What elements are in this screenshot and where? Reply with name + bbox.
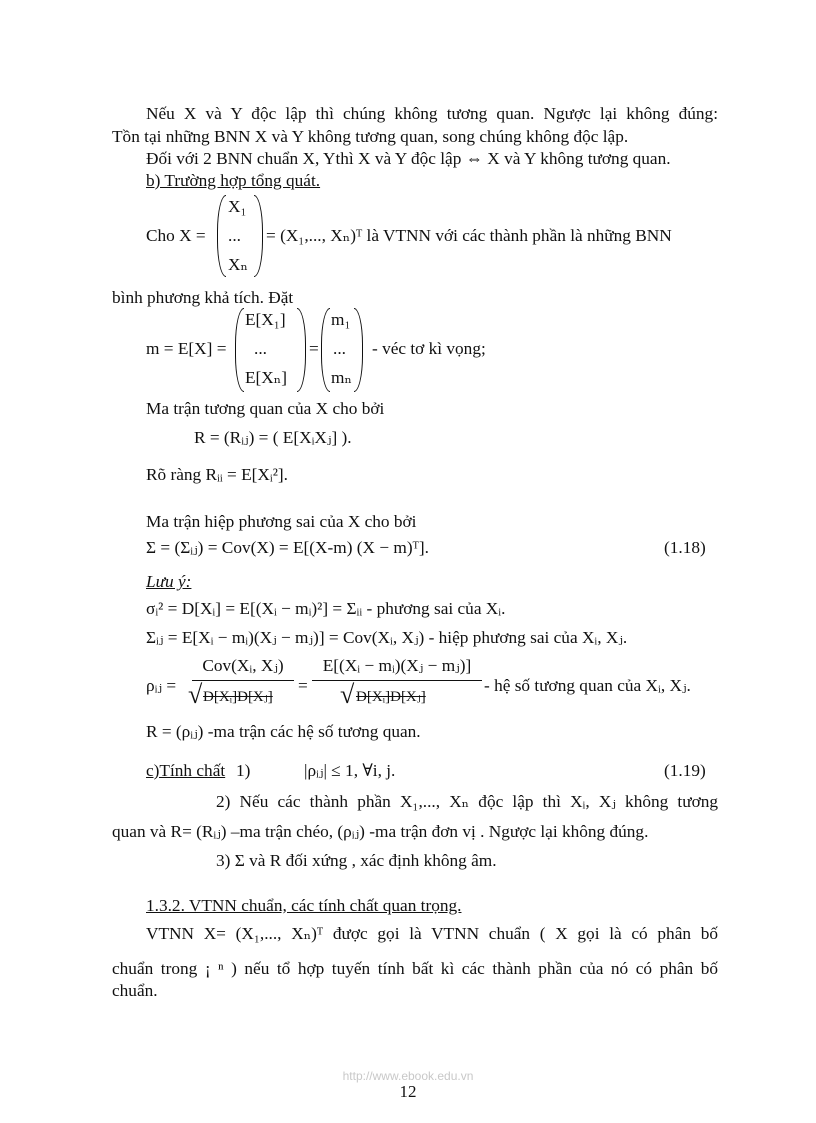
normal-vector-line-2: chuẩn trong ¡ ⁿ ) nếu tổ hợp tuyến tính bất kì các thành phần của nó có phân bố: [112, 959, 718, 978]
covariance-element-line: Σᵢⱼ = E[Xᵢ − mᵢ)(Xⱼ − mⱼ)] = Cov(Xᵢ, Xⱼ) - hiệp phương sai của Xᵢ, Xⱼ.: [146, 628, 628, 647]
rho-equals: =: [298, 676, 308, 695]
vec-ex-3: E[Xₙ]: [245, 368, 288, 387]
note-label: Lưu ý:: [146, 572, 192, 591]
sqrt-sign: √: [340, 680, 355, 709]
right-paren: [297, 308, 306, 392]
property-2-line-2: quan và R= (Rᵢⱼ) –ma trận chéo, (ρᵢⱼ) -ma trận đơn vị . Ngược lại không đúng.: [112, 822, 649, 841]
correlation-title: Ma trận tương quan của X cho bởi: [146, 399, 385, 418]
left-paren: [321, 308, 330, 392]
fraction-bar: [312, 680, 482, 681]
vec-x-2: ...: [228, 226, 241, 245]
property-1-formula: |ρᵢⱼ| ≤ 1, ∀i, j.: [304, 761, 396, 780]
correlation-matrix-line: R = (ρᵢⱼ) -ma trận các hệ số tương quan.: [146, 722, 421, 741]
covariance-formula: Σ = (Σᵢⱼ) = Cov(X) = E[(X-m) (X − m)ᵀ].: [146, 538, 429, 557]
covariance-title: Ma trận hiệp phương sai của X cho bởi: [146, 512, 417, 531]
cho-x-equation: = (X₁,..., Xₙ)ᵀ là VTNN với các thành phần là những BNN: [266, 226, 672, 245]
rho-numerator-1: Cov(Xᵢ, Xⱼ): [202, 656, 284, 675]
variance-line: σᵢ² = D[Xᵢ] = E[(Xᵢ − mᵢ)²] = Σᵢᵢ - phương sai của Xᵢ.: [146, 599, 506, 618]
rho-lhs: ρᵢⱼ =: [146, 676, 177, 695]
footer-watermark-url: http://www.ebook.edu.vn: [342, 1069, 474, 1083]
cho-continuation: bình phương khả tích. Đặt: [112, 288, 294, 307]
right-paren: [354, 308, 363, 392]
normal-vector-line-1: VTNN X= (X₁,..., Xₙ)ᵀ được gọi là VTNN chuẩn ( X gọi là có phân bố: [146, 924, 718, 943]
vec-ex-2: ...: [254, 339, 267, 358]
paragraph-1-line-1: Nếu X và Y độc lập thì chúng không tương quan. Ngược lại không đúng:: [146, 104, 718, 123]
rho-numerator-2: E[(Xᵢ − mᵢ)(Xⱼ − mⱼ)]: [322, 656, 472, 675]
left-paren: [217, 195, 226, 277]
equals-sign: =: [309, 339, 319, 358]
m-description: - véc tơ kì vọng;: [372, 339, 486, 358]
normal-vector-line-3: chuẩn.: [112, 981, 158, 1000]
vec-x-1: X₁: [228, 197, 247, 216]
rho-description: - hệ số tương quan của Xᵢ, Xⱼ.: [484, 676, 691, 695]
vec-m-2: ...: [333, 339, 346, 358]
left-paren: [235, 308, 244, 392]
obvious-line: Rõ ràng Rᵢᵢ = E[Xᵢ²].: [146, 465, 288, 484]
right-paren: [254, 195, 263, 277]
equation-number-1-18: (1.18): [664, 538, 706, 557]
property-1-number: 1): [236, 761, 251, 780]
rho-denominator-2: D[Xᵢ]D[Xⱼ]: [356, 689, 426, 705]
paragraph-2: Đối với 2 BNN chuẩn X, Ythì X và Y độc lập ⇔ X và Y không tương quan.: [146, 149, 671, 168]
m-lhs: m = E[X] =: [146, 339, 227, 358]
rho-denominator-1: D[Xᵢ]D[Xⱼ]: [203, 689, 273, 705]
rho-fraction-1: [192, 655, 294, 677]
vec-x-3: Xₙ: [228, 255, 248, 274]
section-1-3-2-heading: 1.3.2. VTNN chuẩn, các tính chất quan trọng.: [146, 896, 462, 915]
vec-m-1: m₁: [331, 310, 351, 329]
correlation-formula: R = (Rᵢⱼ) = ( E[XᵢXⱼ] ).: [194, 428, 352, 447]
vec-ex-1: E[X₁]: [245, 310, 286, 329]
property-2-line-1: 2) Nếu các thành phần X₁,..., Xₙ độc lập thì Xᵢ, Xⱼ không tương: [216, 792, 718, 811]
rho-fraction-2: [312, 655, 482, 677]
cho-x-label: Cho X =: [146, 226, 206, 245]
properties-label: c)Tính chất: [146, 761, 226, 780]
paragraph-1-line-2: Tồn tại những BNN X và Y không tương quan, song chúng không độc lập.: [112, 127, 629, 146]
page-number: 12: [399, 1082, 417, 1101]
sqrt-sign: √: [188, 680, 203, 709]
property-3: 3) Σ và R đối xứng , xác định không âm.: [216, 851, 497, 870]
heading-general-case: b) Trường hợp tổng quát.: [146, 171, 321, 190]
equation-number-1-19: (1.19): [664, 761, 706, 780]
fraction-bar: [192, 680, 294, 681]
vec-m-3: mₙ: [331, 368, 352, 387]
